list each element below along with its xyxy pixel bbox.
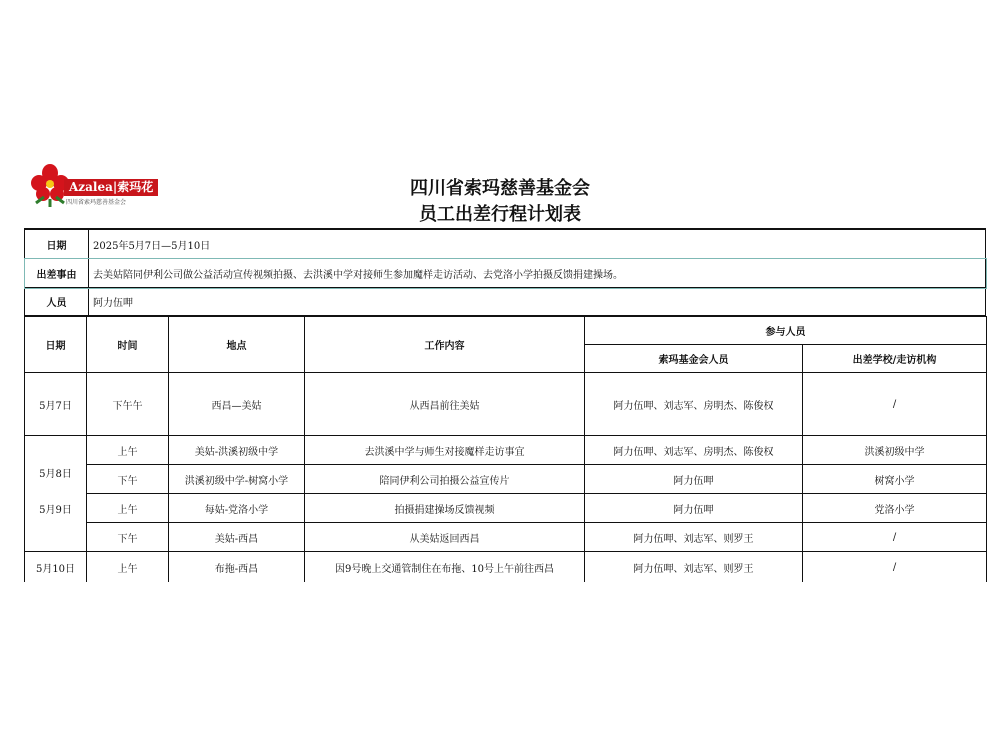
people-label: 人员: [25, 288, 89, 316]
date-value: 2025年5月7日—5月10日: [89, 230, 986, 259]
place-cell: 西昌—美姑: [169, 373, 305, 436]
date-row: [25, 230, 986, 259]
people-value: 阿力伍呷: [89, 288, 986, 316]
reason-row: [25, 259, 986, 288]
school-cell: 洪溪初级中学: [803, 436, 987, 465]
schedule-table: [24, 316, 987, 582]
date-label: 日期: [25, 230, 89, 259]
place-cell: 每姑-党洛小学: [169, 494, 305, 523]
work-cell: 陪同伊利公司拍摄公益宣传片: [305, 465, 585, 494]
work-cell: 从西昌前往美姑: [305, 373, 585, 436]
place-cell: 布拖-西昌: [169, 552, 305, 583]
time-cell: 上午: [87, 436, 169, 465]
school-cell: /: [803, 373, 987, 436]
table-row: [25, 552, 987, 583]
header-row: [25, 317, 987, 345]
staff-cell: 阿力伍呷、刘志军、则罗王: [585, 552, 803, 583]
reason-label: 出差事由: [25, 259, 89, 288]
date-cell: 5月7日: [25, 373, 87, 436]
table-row: [25, 436, 987, 465]
work-cell: 从美姑返回西昌: [305, 523, 585, 552]
date-cell: 5月10日: [25, 552, 87, 583]
col-header-participants: 参与人员: [585, 317, 987, 345]
table-row: [25, 465, 987, 494]
time-cell: 上午: [87, 552, 169, 583]
work-cell: 拍摄捐建操场反馈视频: [305, 494, 585, 523]
time-cell: 上午: [87, 494, 169, 523]
col-header-time: 时间: [87, 317, 169, 373]
staff-cell: 阿力伍呷: [585, 465, 803, 494]
place-cell: 美姑-洪溪初级中学: [169, 436, 305, 465]
table-row: [25, 373, 987, 436]
school-cell: 党洛小学: [803, 494, 987, 523]
place-cell: 洪溪初级中学-树窝小学: [169, 465, 305, 494]
work-cell: 去洪溪中学与师生对接魔样走访事宜: [305, 436, 585, 465]
col-header-date: 日期: [25, 317, 87, 373]
reason-value: 去美姑陪同伊利公司做公益活动宣传视频拍摄、去洪溪中学对接师生参加魔样走访活动、去党洛小学拍摄反馈捐建操场。: [89, 259, 986, 288]
date-cell: 5月9日: [25, 494, 87, 523]
staff-cell: 阿力伍呷、刘志军、则罗王: [585, 523, 803, 552]
col-header-work: 工作内容: [305, 317, 585, 373]
table-row: [25, 494, 987, 523]
foundation-logo: [30, 163, 180, 211]
people-row: [25, 288, 986, 316]
document-title: 四川省索玛慈善基金会: [410, 178, 590, 199]
school-cell: 树窝小学: [803, 465, 987, 494]
col-header-school: 出差学校/走访机构: [803, 345, 987, 373]
col-header-place: 地点: [169, 317, 305, 373]
trip-info-table: [24, 229, 986, 316]
table-row: [25, 523, 987, 552]
date-cell: [25, 523, 87, 552]
staff-cell: 阿力伍呷: [585, 494, 803, 523]
staff-cell: 阿力伍呷、刘志军、房明杰、陈俊权: [585, 436, 803, 465]
logo-brand-text: Azalea|索玛花: [64, 179, 158, 196]
col-header-staff: 索玛基金会人员: [585, 345, 803, 373]
place-cell: 美姑-西昌: [169, 523, 305, 552]
document-subtitle: 员工出差行程计划表: [419, 204, 581, 225]
school-cell: /: [803, 523, 987, 552]
time-cell: 下午: [87, 465, 169, 494]
school-cell: /: [803, 552, 987, 583]
time-cell: 下午午: [87, 373, 169, 436]
staff-cell: 阿力伍呷、刘志军、房明杰、陈俊权: [585, 373, 803, 436]
time-cell: 下午: [87, 523, 169, 552]
work-cell: 因9号晚上交通管制住在布拖、10号上午前往西昌: [305, 552, 585, 583]
date-cell: [25, 436, 87, 465]
date-cell: 5月8日: [25, 465, 87, 494]
logo-subtext: 四川省索玛慈善基金会: [66, 199, 127, 206]
